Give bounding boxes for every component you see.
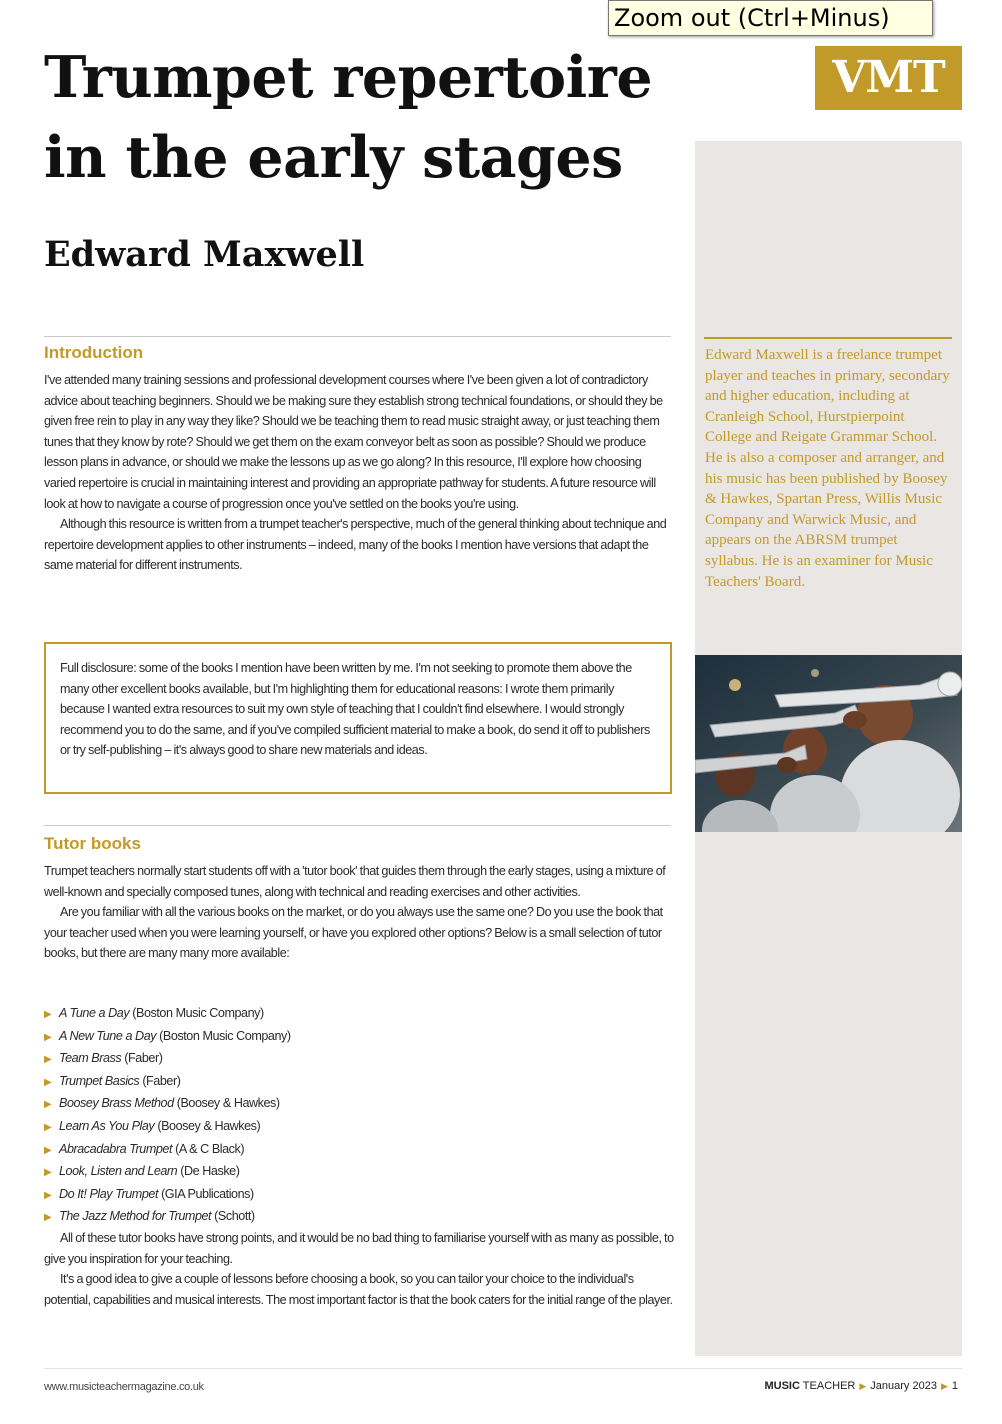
article-author: Edward Maxwell [44,234,365,275]
bullet-arrow-icon: ▶ [44,1009,52,1020]
footer-arrow-icon: ▶ [859,1381,867,1391]
bullet-arrow-icon: ▶ [44,1099,52,1111]
issue-date: January 2023 [870,1380,937,1392]
tutor-paragraph-4: It's a good idea to give a couple of lessons before choosing a book, so you can tailor your choice to the individual's potential, capabilities and musical interests. The most important factor is that the book caters for the initial range of the player. [44,1272,673,1307]
footer-arrow-icon: ▶ [940,1381,948,1391]
article-title: Trumpet repertoire in the early stages [44,44,653,191]
tutor-books-heading: Tutor books [44,834,141,853]
author-bio: Edward Maxwell is a freelance trumpet player and teaches in primary, secondary and higher education, including at Cranleigh School, Hurstpierpoint College and Reigate Grammar School. He is also a composer and arranger, and his music has been published by Boosey & Hawkes, Spartan Press, Willis Music Company and Warwick Music, and appears on the ABRSM trumpet syllabus. He is an examiner for Music Teachers' Board. [705,347,950,590]
list-item: ▶ The Jazz Method for Trumpet (Schott) [44,1206,444,1229]
list-item: ▶ Do It! Play Trumpet (GIA Publications) [44,1184,444,1207]
bullet-arrow-icon: ▶ [44,1031,52,1043]
footer-divider [44,1368,962,1369]
intro-body [44,370,674,576]
bullet-arrow-icon: ▶ [44,1054,52,1066]
intro-paragraph-2: Although this resource is written from a trumpet teacher's perspective, much of the general thinking about technique and repertoire development applies to other instruments – indeed, many of the books I mention have versions that adapt the same material for different instruments. [44,517,667,573]
list-item: ▶ Look, Listen and Learn (De Haske) [44,1161,444,1184]
bullet-arrow-icon: ▶ [44,1144,52,1156]
bullet-arrow-icon: ▶ [44,1167,52,1179]
intro-heading: Introduction [44,343,144,362]
list-item: ▶ A Tune a Day (Boston Music Company) [44,1003,444,1026]
bullet-arrow-icon: ▶ [44,1212,52,1224]
tutor-closing-body [44,1228,674,1310]
tutor-paragraph-1: Trumpet teachers normally start students off with a 'tutor book' that guides them through the early stages, using a mixture of well-known and specially composed tunes, along with technical and reading exercises and other activities. [44,864,666,899]
tutor-book-list [44,1003,444,1229]
tutor-paragraph-2: Are you familiar with all the various books on the market, or do you always use the same one? Do you use the book that your teacher used when you were learning yourself, or have you explored other options? Below is a small selection of tutor books, but there are many many more available: [44,905,663,961]
section-divider [44,336,671,337]
footer-magazine-info [764,1380,958,1392]
magazine-name-bold: MUSIC [764,1380,800,1392]
list-item: ▶ Learn As You Play (Boosey & Hawkes) [44,1116,444,1139]
list-item: ▶ Boosey Brass Method (Boosey & Hawkes) [44,1093,444,1116]
vmt-logo: VMT [815,46,962,110]
section-divider [44,825,671,826]
tutor-intro-body [44,861,674,964]
footer-website-link[interactable]: www.musicteachermagazine.co.uk [44,1381,204,1393]
list-item: ▶ Team Brass (Faber) [44,1048,444,1071]
bullet-arrow-icon: ▶ [44,1076,52,1088]
list-item: ▶ A New Tune a Day (Boston Music Company) [44,1026,444,1049]
bullet-arrow-icon: ▶ [44,1189,52,1201]
page-number: 1 [951,1380,958,1392]
list-item: ▶ Trumpet Basics (Faber) [44,1071,444,1094]
zoom-out-tooltip: Zoom out (Ctrl+Minus) [608,0,933,36]
list-item: ▶ Abracadabra Trumpet (A & C Black) [44,1139,444,1162]
bullet-arrow-icon: ▶ [44,1121,52,1133]
trumpet-players-photo [695,655,962,832]
tutor-paragraph-3: All of these tutor books have strong points, and it would be no bad thing to familiarise yourself with as many as possible, to give you inspiration for your teaching. [44,1231,674,1266]
bio-divider [704,337,952,339]
magazine-name: TEACHER [802,1380,856,1392]
intro-paragraph-1: I've attended many training sessions and professional development courses where I've been given a lot of contradictory advice about teaching beginners. Should we be making sure they establish strong technical foundations, or should they be given free rein to play in any way they like? Should we be teaching them to read music straight away, or just teaching them tunes that they know by rote? Should we get them on the exam conveyor belt as soon as possible? Should we produce lesson plans in advance, or should we make the lessons up as we go along? In this resource, I'll explore how choosing varied repertoire is crucial in maintaining interest and providing an appropriate pathway for students. A future resource will look at how to navigate a course of progression once you've settled on the books you're using. [44,373,663,511]
disclosure-box: Full disclosure: some of the books I mention have been written by me. I'm not seeking to promote them above the many other excellent books available, but I'm highlighting them for educational reasons: I wrote them primarily because I wanted extra resources to suit my own style of teaching that I couldn't find elsewhere. I would strongly recommend you to do the same, and if you've compiled sufficient material to make a book, do send it off to publishers or try self-publishing – it's always good to share new materials and ideas. [44,642,672,794]
